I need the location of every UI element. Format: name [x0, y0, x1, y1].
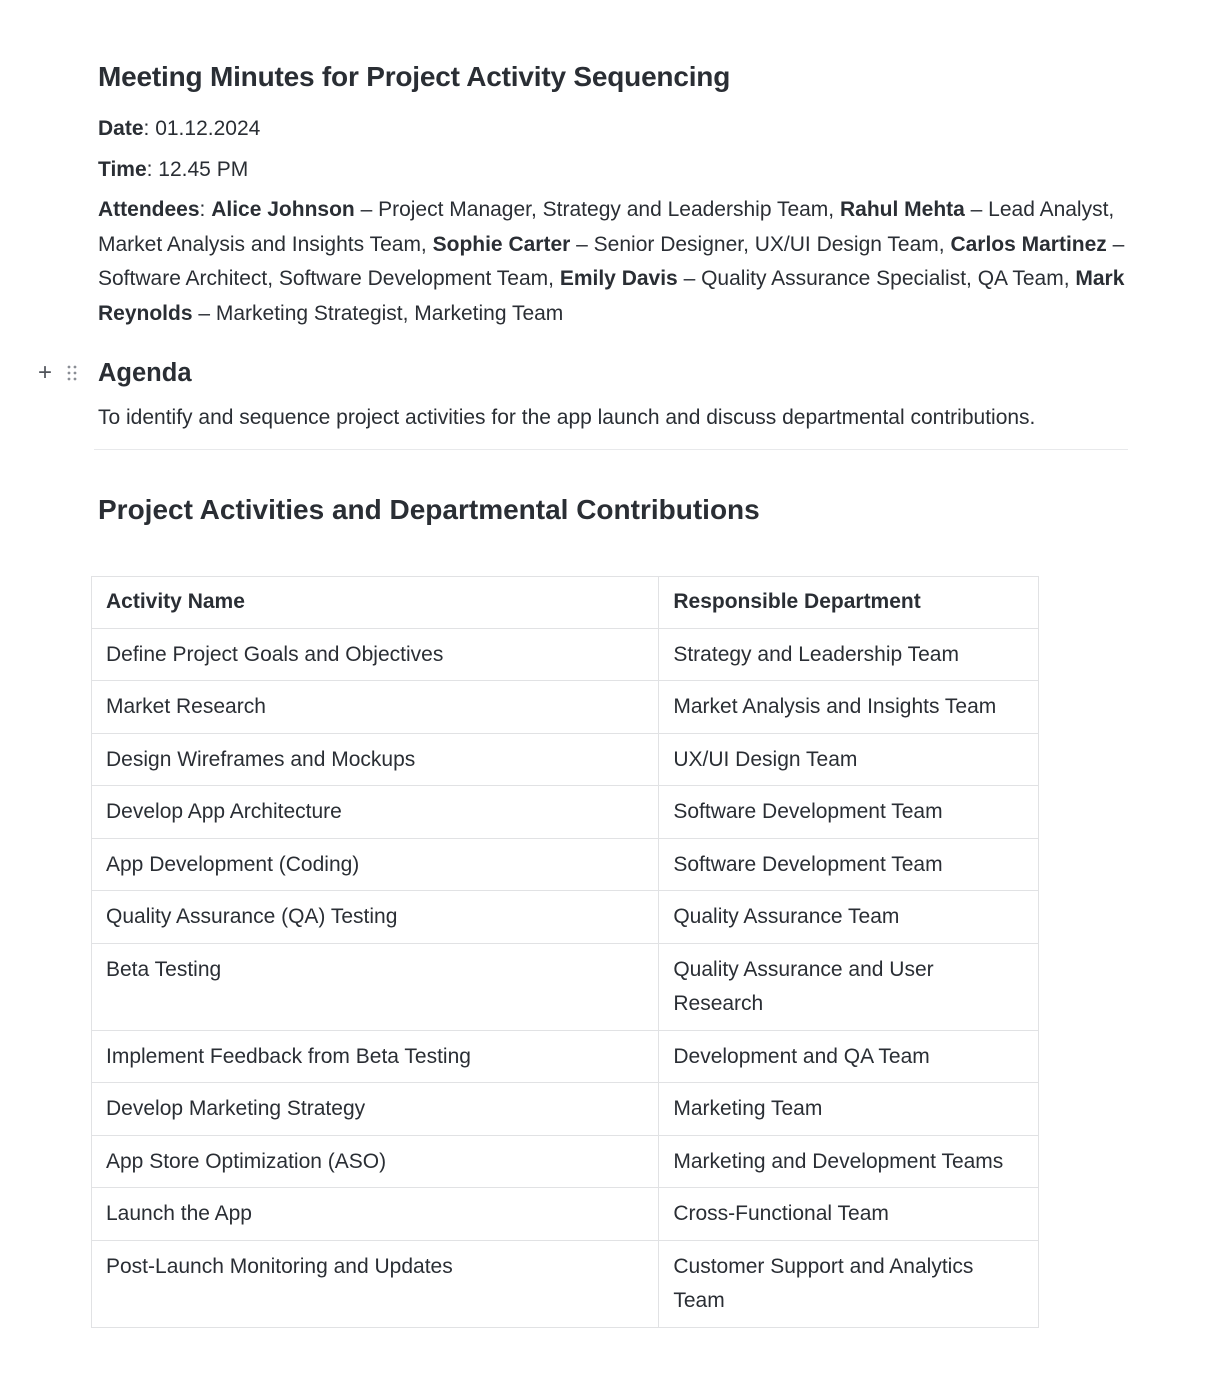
activity-cell[interactable]: App Store Optimization (ASO) [92, 1135, 659, 1188]
activity-cell[interactable]: Define Project Goals and Objectives [92, 628, 659, 681]
activity-cell[interactable]: Develop Marketing Strategy [92, 1083, 659, 1136]
table-row [92, 628, 1039, 681]
section-heading: Project Activities and Departmental Contributions [98, 493, 760, 525]
activity-cell[interactable]: Beta Testing [92, 943, 659, 1030]
activity-cell[interactable]: Develop App Architecture [92, 786, 659, 839]
table-row [92, 786, 1039, 839]
attendee-name: Sophie Carter [432, 232, 571, 256]
activity-cell[interactable]: Design Wireframes and Mockups [92, 733, 659, 786]
column-header-department[interactable]: Responsible Department [659, 577, 1039, 629]
attendee-role: – Lead Analyst, Market Analysis and Insights Team, [98, 198, 1115, 256]
attendee-role: – Project Manager, Strategy and Leadership Team, [354, 198, 840, 221]
department-cell[interactable]: Quality Assurance and User Research [659, 943, 1039, 1030]
activity-cell[interactable]: Market Research [92, 681, 659, 734]
plus-icon[interactable]: + [38, 359, 53, 386]
date-label: Date [98, 117, 144, 140]
table-row [92, 943, 1039, 1030]
table-row [92, 1030, 1039, 1083]
attendees-separator: : [199, 198, 212, 221]
activity-cell[interactable]: Implement Feedback from Beta Testing [92, 1030, 659, 1083]
table-row [92, 838, 1039, 891]
attendees-line [98, 193, 1128, 331]
attendee-name: Mark Reynolds [98, 267, 1125, 325]
department-cell[interactable]: Marketing and Development Teams [659, 1135, 1039, 1188]
department-cell[interactable]: UX/UI Design Team [659, 733, 1039, 786]
attendee-role: – Senior Designer, UX/UI Design Team, [570, 232, 951, 256]
activity-cell[interactable]: App Development (Coding) [92, 838, 659, 891]
agenda-text: To identify and sequence project activities for the app launch and discuss departmental contributions. [98, 406, 1036, 429]
attendee-name: Alice Johnson [211, 198, 355, 221]
attendee-role: – Marketing Strategist, Marketing Team [192, 301, 564, 325]
attendee-name: Emily Davis [559, 267, 678, 290]
block-handle [38, 353, 78, 393]
table-row [92, 1135, 1039, 1188]
department-cell[interactable]: Software Development Team [659, 838, 1039, 891]
department-cell[interactable]: Market Analysis and Insights Team [659, 681, 1039, 734]
department-cell[interactable]: Quality Assurance Team [659, 891, 1039, 944]
date-value: : 01.12.2024 [143, 117, 261, 140]
department-cell[interactable]: Marketing Team [659, 1083, 1039, 1136]
table-row [92, 1083, 1039, 1136]
table-row [92, 891, 1039, 944]
date-line [98, 112, 1128, 147]
department-cell[interactable]: Software Development Team [659, 786, 1039, 839]
department-cell[interactable]: Development and QA Team [659, 1030, 1039, 1083]
divider [94, 449, 1128, 450]
activity-cell[interactable]: Launch the App [92, 1188, 659, 1241]
attendee-role: – Software Architect, Software Development Team, [98, 232, 1125, 290]
drag-handle-icon[interactable] [66, 364, 78, 382]
time-label: Time [98, 157, 147, 181]
agenda-block [38, 353, 1128, 450]
table-row [92, 1240, 1039, 1327]
department-cell[interactable]: Strategy and Leadership Team [659, 628, 1039, 681]
table-row [92, 1188, 1039, 1241]
time-line [98, 153, 1128, 188]
activity-cell[interactable]: Quality Assurance (QA) Testing [92, 891, 659, 944]
time-value: : 12.45 PM [146, 157, 249, 181]
department-cell[interactable]: Customer Support and Analytics Team [659, 1240, 1039, 1327]
attendees-label: Attendees [98, 198, 200, 221]
table-row [92, 681, 1039, 734]
activities-table [91, 576, 1039, 1328]
attendee-name: Carlos Martinez [950, 232, 1107, 256]
table-header-row [92, 577, 1039, 629]
document-body [38, 56, 1128, 550]
page-title: Meeting Minutes for Project Activity Sequencing [98, 61, 731, 92]
attendee-role: – Quality Assurance Specialist, QA Team, [677, 267, 1076, 290]
column-header-activity[interactable]: Activity Name [92, 577, 659, 629]
attendee-name: Rahul Mehta [839, 198, 965, 221]
activity-cell[interactable]: Post-Launch Monitoring and Updates [92, 1240, 659, 1327]
table-row [92, 733, 1039, 786]
department-cell[interactable]: Cross-Functional Team [659, 1188, 1039, 1241]
agenda-heading: Agenda [98, 359, 192, 387]
